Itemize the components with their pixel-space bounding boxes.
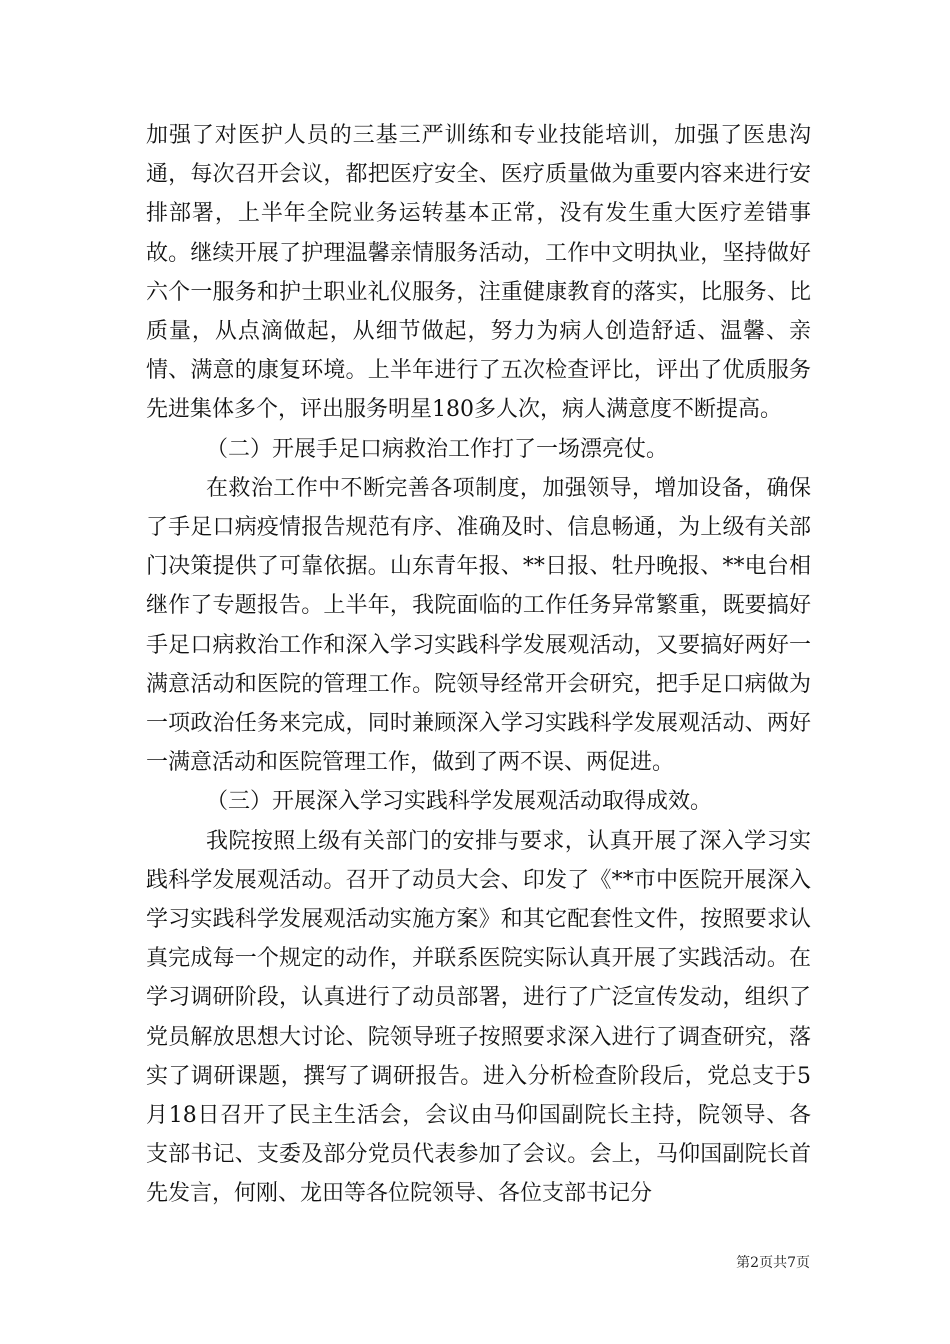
document-body (146, 116, 811, 1214)
section-heading-3: （三）开展深入学习实践科学发展观活动取得成效。 (206, 789, 713, 815)
paragraph-hfmd-treatment: 在救治工作中不断完善各项制度，加强领导，增加设备，确保了手足口病疫情报告规范有序、准确及时、信息畅通，为上级有关部门决策提供了可靠依据。山东青年报、**日报、牡丹晚报、**电台相继作了专题报告。上半年，我院面临的工作任务异常繁重，既要搞好手足口病救治工作和深入学习实践科学发展观活动，又要搞好两好一满意活动和医院的管理工作。院领导经常开会研究，把手足口病做为一项政治任务来完成，同时兼顾深入学习实践科学发展观活动、两好一满意活动和医院管理工作，做到了两不误、两促进。 (146, 475, 811, 776)
paragraph-continuation: 加强了对医护人员的三基三严训练和专业技能培训，加强了医患沟通，每次召开会议，都把医疗安全、医疗质量做为重要内容来进行安排部署，上半年全院业务运转基本正常，没有发生重大医疗差错事故。继续开展了护理温馨亲情服务活动，工作中文明执业，坚持做好六个一服务和护士职业礼仪服务，注重健康教育的落实，比服务、比质量，从点滴做起，从细节做起，努力为病人创造舒适、温馨、亲情、满意的康复环境。上半年进行了五次检查评比，评出了优质服务先进集体多个，评出服务明星180多人次，病人满意度不断提高。 (146, 123, 811, 423)
page-footer: 第2页共7页 (736, 1255, 810, 1271)
section-heading-2: （二）开展手足口病救治工作打了一场漂亮仗。 (206, 436, 669, 462)
paragraph-science-development: 我院按照上级有关部门的安排与要求，认真开展了深入学习实践科学发展观活动。召开了动员大会、印发了《**市中医院开展深入学习实践科学发展观活动实施方案》和其它配套性文件，按照要求认真完成每一个规定的动作，并联系医院实际认真开展了实践活动。在学习调研阶段，认真进行了动员部署，进行了广泛宣传发动，组织了党员解放思想大讨论、院领导班子按照要求深入进行了调查研究，落实了调研课题，撰写了调研报告。进入分析检查阶段后，党总支于5月18日召开了民主生活会，会议由马仰国副院长主持，院领导、各支部书记、支委及部分党员代表参加了会议。会上，马仰国副院长首先发言，何刚、龙田等各位院领导、各位支部书记分 (146, 828, 811, 1207)
